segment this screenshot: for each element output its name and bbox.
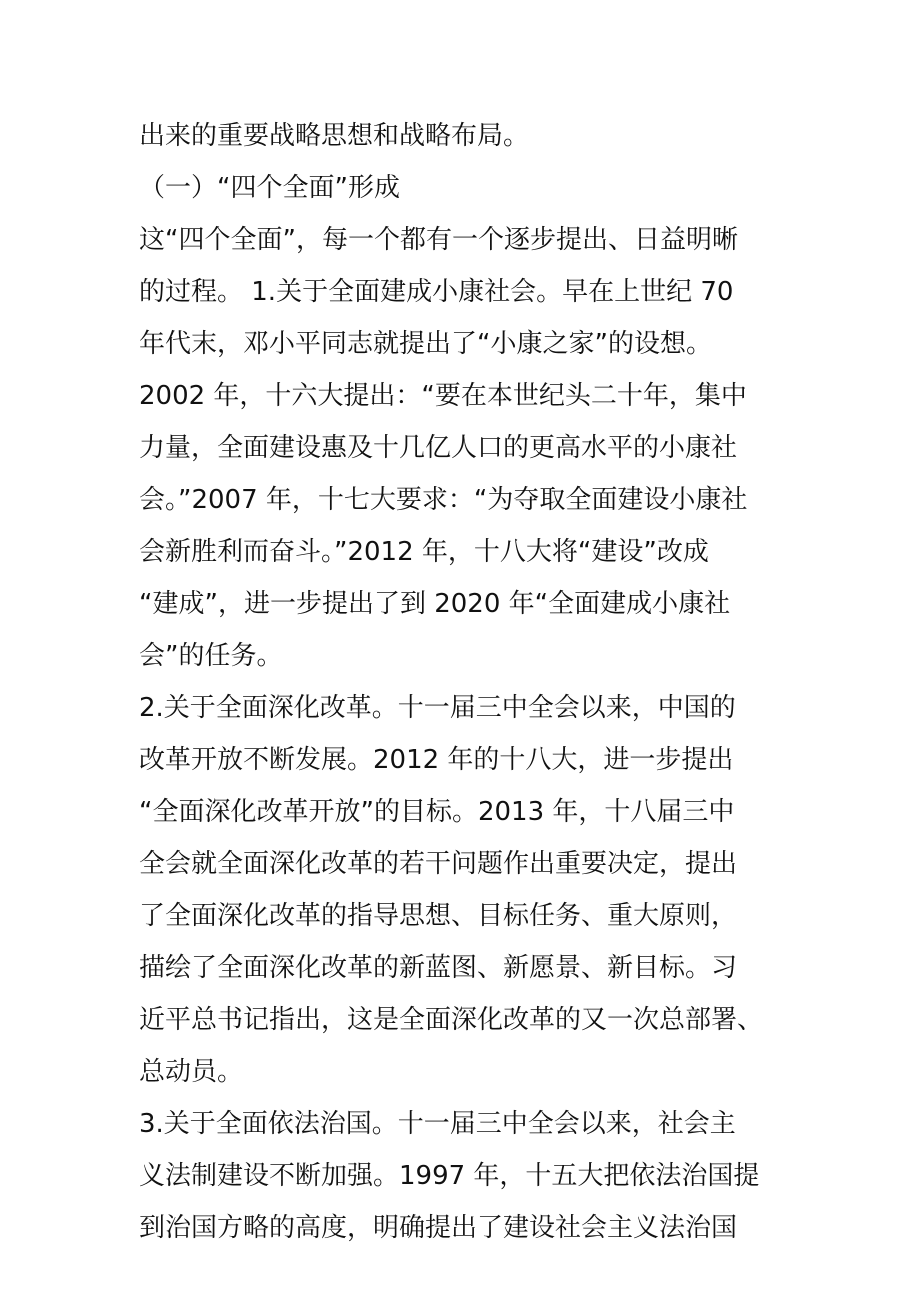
text-line: 义法制建设不断加强。1997 年，十五大把依法治国提 bbox=[139, 1161, 760, 1191]
text-line: 了全面深化改革的指导思想、目标任务、重大原则， bbox=[139, 901, 738, 931]
text-line: 近平总书记指出，这是全面深化改革的又一次总部署、 bbox=[139, 1005, 764, 1035]
text-line: 到治国方略的高度，明确提出了建设社会主义法治国 bbox=[139, 1213, 738, 1243]
text-line: 会。”2007 年，十七大要求：“为夺取全面建设小康社 bbox=[139, 485, 748, 515]
text-line: 2.关于全面深化改革。十一届三中全会以来，中国的 bbox=[139, 693, 736, 723]
body-text bbox=[139, 110, 789, 1254]
text-line: 会”的任务。 bbox=[139, 641, 283, 671]
text-line: 力量，全面建设惠及十几亿人口的更高水平的小康社 bbox=[139, 433, 738, 463]
text-line: 全会就全面深化改革的若干问题作出重要决定，提出 bbox=[139, 849, 738, 879]
text-line: 会新胜利而奋斗。”2012 年，十八大将“建设”改成 bbox=[139, 537, 709, 567]
text-line: 这“四个全面”，每一个都有一个逐步提出、日益明晰 bbox=[139, 225, 738, 255]
text-line: 2002 年，十六大提出：“要在本世纪头二十年，集中 bbox=[139, 381, 747, 411]
text-line: “全面深化改革开放”的目标。2013 年，十八届三中 bbox=[139, 797, 735, 827]
text-line: “建成”，进一步提出了到 2020 年“全面建成小康社 bbox=[139, 589, 731, 619]
text-line: 的过程。 1.关于全面建成小康社会。早在上世纪 70 bbox=[139, 277, 734, 307]
text-line: 出来的重要战略思想和战略布局。 bbox=[139, 121, 530, 151]
section-heading: （一）“四个全面”形成 bbox=[139, 173, 400, 203]
text-line: 3.关于全面依法治国。十一届三中全会以来，社会主 bbox=[139, 1109, 736, 1139]
text-line: 改革开放不断发展。2012 年的十八大，进一步提出 bbox=[139, 745, 734, 775]
text-line: 总动员。 bbox=[139, 1057, 244, 1087]
text-line: 年代末，邓小平同志就提出了“小康之家”的设想。 bbox=[139, 329, 712, 359]
text-line: 描绘了全面深化改革的新蓝图、新愿景、新目标。习 bbox=[139, 953, 738, 983]
